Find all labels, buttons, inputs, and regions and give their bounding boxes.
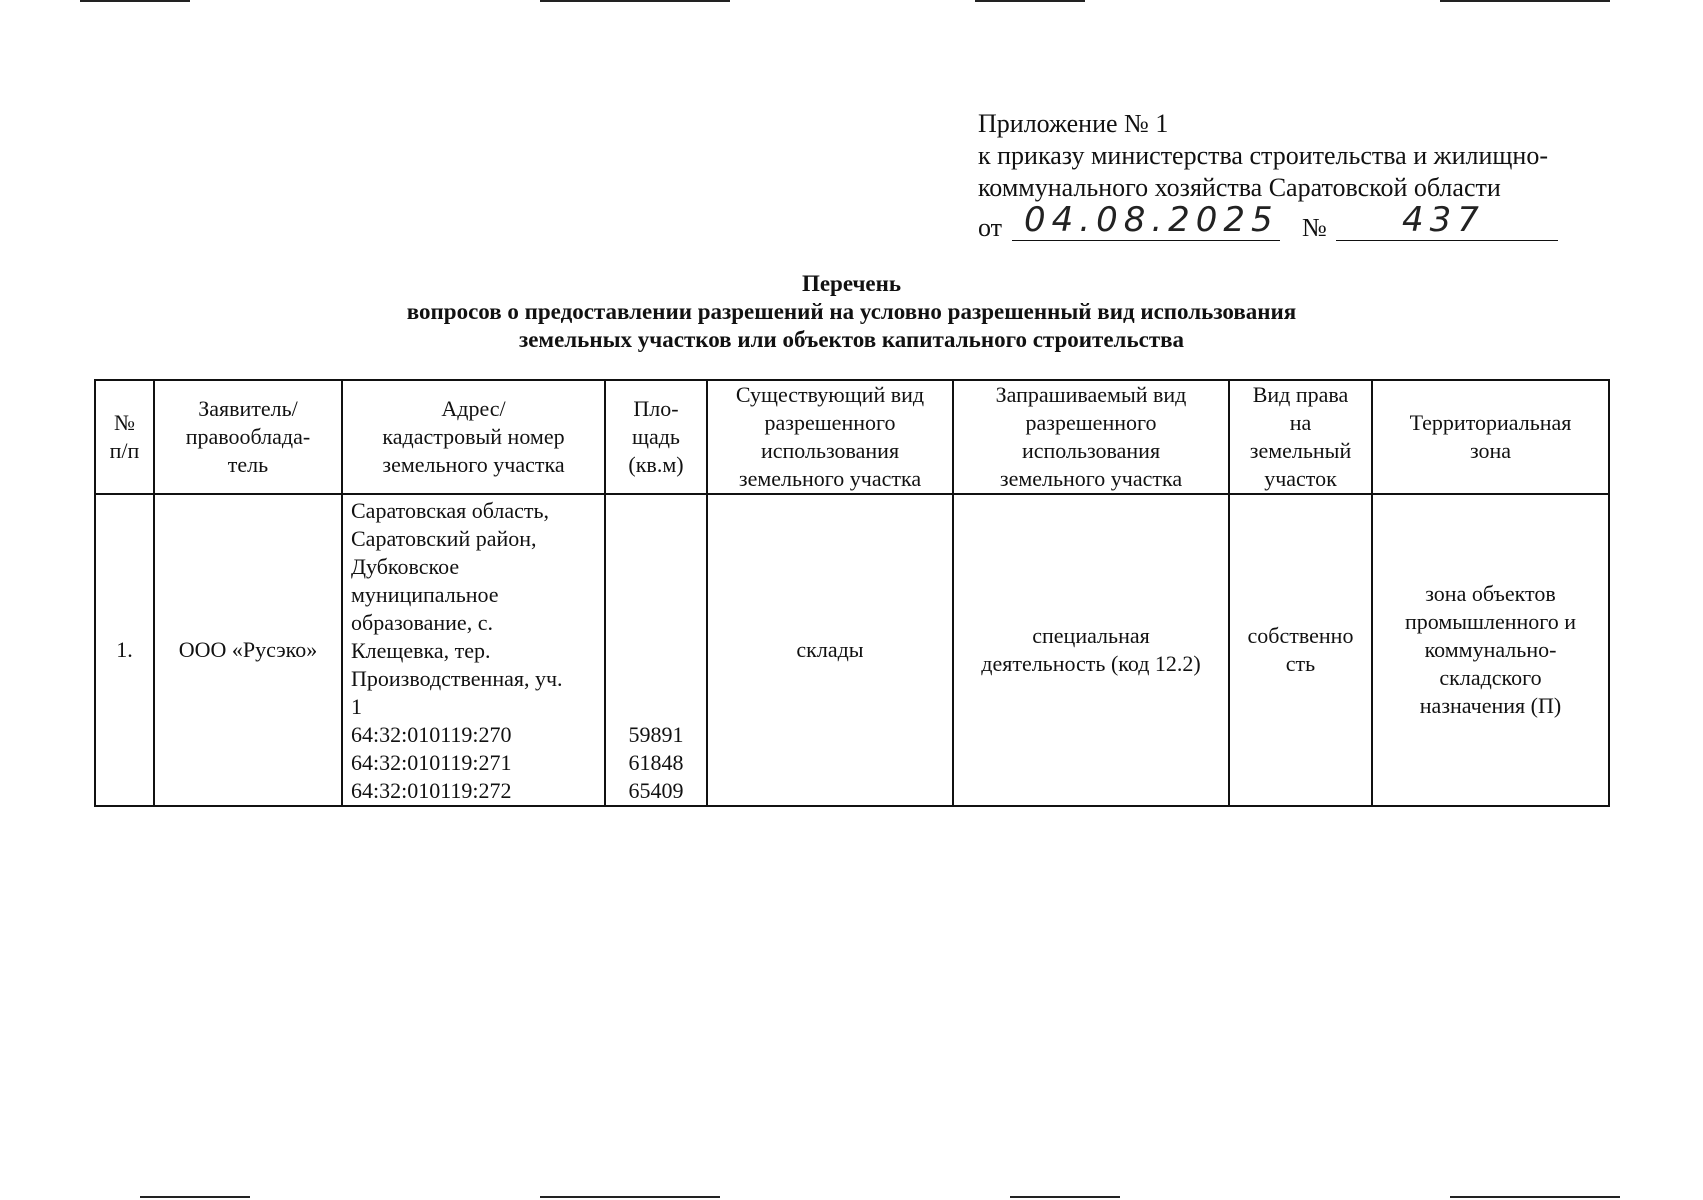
number-prefix: № <box>1302 213 1327 242</box>
header-number: № п/п <box>95 380 154 494</box>
title-line-1: Перечень <box>801 271 902 296</box>
title-line-2: вопросов о предоставлении разрешений на условно разрешенный вид использования <box>406 299 1297 324</box>
header-address: Адрес/ кадастровый номер земельного участка <box>342 380 605 494</box>
header-right: Вид права на земельный участок <box>1229 380 1372 494</box>
cell-requested-use: специальная деятельность (код 12.2) <box>953 494 1229 806</box>
date-prefix: от <box>978 213 1003 242</box>
scan-edge-mark <box>540 1196 720 1198</box>
scan-edge-mark <box>975 0 1085 2</box>
cell-address: Саратовская область, Саратовский район, Дубковское муниципальное образование, с. Клещевка, тер. Производственная, уч. 1 64:32:010119:270 64:32:010119:271 64:32:010119:272 <box>342 494 605 806</box>
date-handwritten: 04.08.2025 <box>1024 200 1279 240</box>
appendix-date-line <box>978 200 1618 244</box>
scan-edge-mark <box>1010 1196 1120 1198</box>
header-requested-use: Запрашиваемый вид разрешенного использования земельного участка <box>953 380 1229 494</box>
title-line-3: земельных участков или объектов капитального строительства <box>518 327 1185 352</box>
number-field <box>1336 200 1558 241</box>
document-title <box>0 270 1703 354</box>
scan-edge-mark <box>540 0 730 2</box>
cell-applicant: ООО «Русэко» <box>154 494 342 806</box>
cell-zone: зона объектов промышленного и коммунально- складского назначения (П) <box>1372 494 1609 806</box>
cell-existing-use: склады <box>707 494 953 806</box>
table-row <box>95 494 1609 806</box>
scan-edge-mark <box>140 1196 250 1198</box>
header-zone: Территориальная зона <box>1372 380 1609 494</box>
appendix-block <box>978 108 1618 244</box>
cell-number: 1. <box>95 494 154 806</box>
scan-edge-mark <box>80 0 190 2</box>
cell-right: собственно сть <box>1229 494 1372 806</box>
scan-edge-mark <box>1450 1196 1620 1198</box>
number-handwritten: 437 <box>1402 200 1485 240</box>
table-header-row <box>95 380 1609 494</box>
scan-edge-mark <box>1440 0 1610 2</box>
header-existing-use: Существующий вид разрешенного использования земельного участка <box>707 380 953 494</box>
appendix-order-line: к приказу министерства строительства и жилищно- <box>978 141 1548 170</box>
appendix-title: Приложение № 1 <box>978 109 1169 138</box>
header-area: Пло- щадь (кв.м) <box>605 380 707 494</box>
header-applicant: Заявитель/ правообладa- тель <box>154 380 342 494</box>
appendix-ministry-line: коммунального хозяйства Саратовской области <box>978 173 1501 202</box>
questions-table <box>94 379 1610 807</box>
cell-area: 59891 61848 65409 <box>605 494 707 806</box>
date-field <box>1012 200 1280 241</box>
